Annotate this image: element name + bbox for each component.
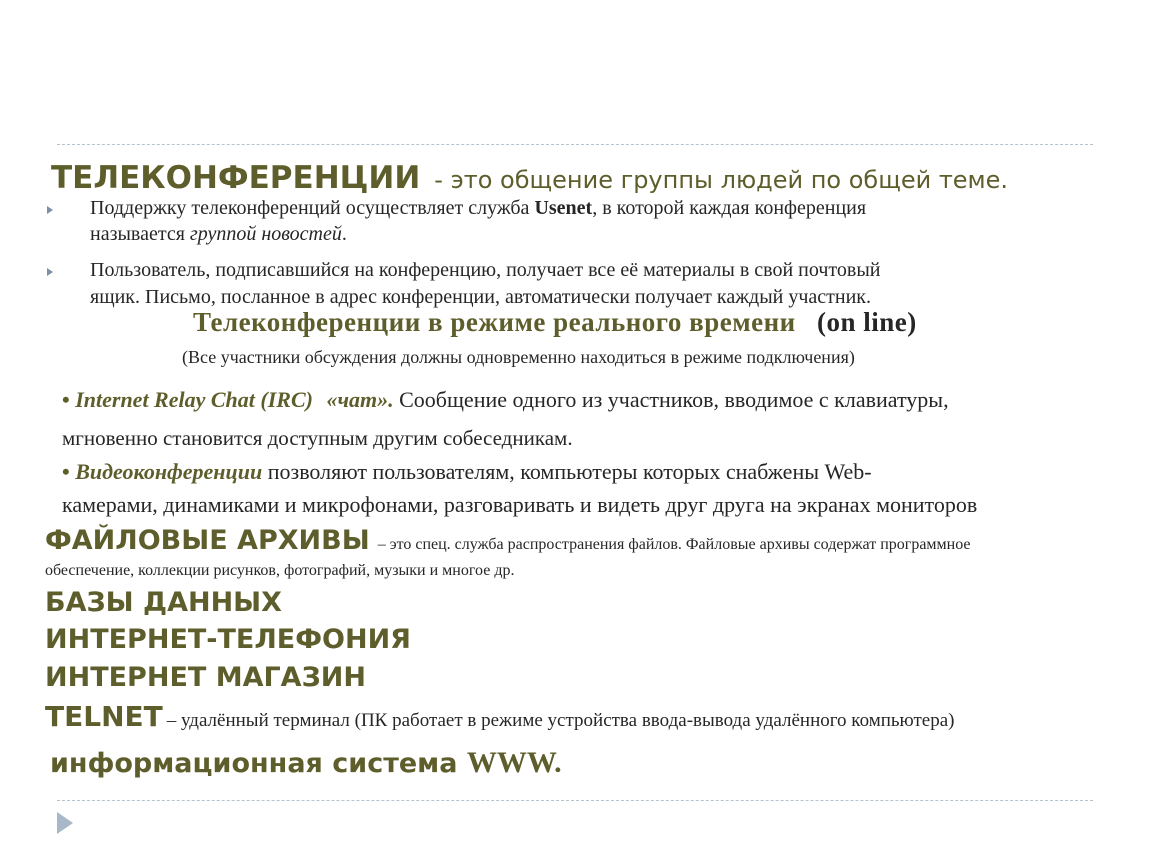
- realtime-online: (on line): [816, 307, 917, 337]
- title-definition: - это общение группы людей по общей теме.: [434, 166, 1009, 194]
- top-divider: [57, 144, 1093, 145]
- bottom-divider: [57, 800, 1093, 801]
- databases-heading: БАЗЫ ДАННЫХ: [45, 587, 282, 618]
- irc-text: Сообщение одного из участников, вводимое с клавиатуры,: [399, 387, 949, 412]
- video-line2: камерами, динамиками и микрофонами, разговаривать и видеть друг друга на экранах мониторов: [62, 492, 978, 517]
- video-name: Видеоконференции: [75, 459, 263, 484]
- irc-alias: «чат».: [326, 387, 394, 412]
- telnet-line: [45, 700, 955, 733]
- archives-line1: [45, 525, 971, 556]
- video-text: позволяют пользователям, компьютеры которых снабжены Web-: [267, 459, 872, 484]
- title-line: [51, 160, 1008, 196]
- bullet-subscriber-line2: ящик. Письмо, посланное в адрес конференции, автоматически получает каждый участник.: [90, 286, 872, 308]
- irc-line1: [62, 387, 949, 413]
- bullet-arrow-icon: [47, 268, 53, 276]
- archives-text: – это спец. служба распространения файлов. Файловые архивы содержат программное: [377, 536, 971, 553]
- telnet-text: – удалённый терминал (ПК работает в режиме устройства ввода-вывода удалённого компьютера): [166, 710, 955, 731]
- www-text: информационная система: [50, 748, 467, 779]
- www-bold: WWW.: [466, 746, 562, 779]
- telephony-heading: ИНТЕРНЕТ-ТЕЛЕФОНИЯ: [45, 624, 411, 655]
- bullet-usenet-line2: называется группой новостей.: [90, 223, 347, 245]
- irc-name: Internet Relay Chat (IRC): [75, 387, 313, 412]
- bullet-usenet: [90, 195, 866, 247]
- archives-line2: обеспечение, коллекции рисунков, фотографий, музыки и многое др.: [45, 562, 515, 579]
- bullet-subscriber: [90, 257, 880, 311]
- irc-bullet: •: [62, 387, 70, 412]
- shop-heading: ИНТЕРНЕТ МАГАЗИН: [45, 662, 366, 693]
- irc-line2: мгновенно становится доступным другим собеседникам.: [62, 426, 573, 450]
- realtime-heading: Телеконференции в режиме реального времени (on line): [193, 307, 917, 337]
- video-bullet: •: [62, 459, 70, 484]
- bullet-subscriber-line1: Пользователь, подписавшийся на конференцию, получает все её материалы в свой почтовый: [90, 259, 881, 281]
- next-arrow-icon: [57, 812, 73, 834]
- archives-heading: ФАЙЛОВЫЕ АРХИВЫ: [45, 525, 370, 556]
- bullet-usenet-line1: Поддержку телеконференций осуществляет служба Usenet, в которой каждая конференция: [90, 197, 867, 219]
- video-line1: [62, 459, 872, 485]
- telnet-heading: TELNET: [45, 700, 163, 733]
- www-line: [50, 746, 562, 780]
- bullet-arrow-icon: [47, 206, 53, 214]
- realtime-note: (Все участники обсуждения должны одновременно находиться в режиме подключения): [182, 347, 855, 367]
- title-heading: ТЕЛЕКОНФЕРЕНЦИИ: [51, 160, 421, 196]
